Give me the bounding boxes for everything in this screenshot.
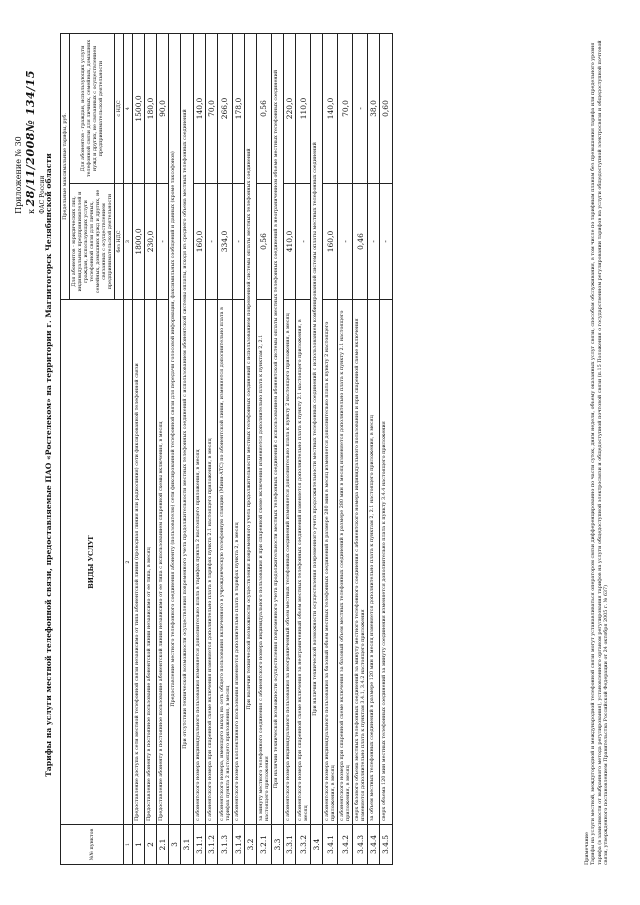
row-number: 3.4.3 [353,825,368,865]
col-index-2: 2 [123,300,132,825]
row-number: 3.3.2 [296,825,311,865]
col-header-tariffs: Предельные максимальные тарифы, руб. [61,34,70,300]
tariff-with-vat: 266,0 [217,34,232,184]
col-header-with-vat: с НДС [114,34,123,184]
note-block [584,35,610,865]
tariff-no-vat: - [157,184,169,300]
table-row [132,34,144,865]
decree-reference [24,70,38,214]
tariff-table-body [132,34,392,865]
tariff-no-vat: 0,56 [257,184,272,300]
col-header-service: ВИДЫ УСЛУГ [61,300,124,825]
row-number: 3.1.3 [217,825,232,865]
row-number: 1 [132,825,144,865]
row-number: 3.4.2 [338,825,353,865]
tariff-with-vat: 0,60 [380,34,392,184]
section-row [169,34,181,865]
tariff-no-vat: - [232,184,244,300]
table-row [353,34,368,865]
table-row [296,34,311,865]
tariff-no-vat: 410,0 [284,184,296,300]
section-row [181,34,193,865]
row-number: 3.1.4 [232,825,244,865]
tariff-with-vat: 70,0 [205,34,217,184]
tariff-no-vat: 160,0 [193,184,205,300]
service-description: за минуту местного телефонного соединения с абонентского номера индивидуального пользования и при спаренной схеме включения изменяется дополнительно плата к пунктам 2, 2.1 настоящего приложения [257,300,272,825]
document-title: Тарифы на услуги местной телефонной связи, предоставляемые ПАО «Ростелеком» на территории г. Магнитогорск Челябинской области [44,153,53,777]
table-row [232,34,244,865]
col-index-1: 1 [123,825,132,865]
handwritten-date: 28/11/2008№ 134/15 [24,70,38,207]
tariff-with-vat: - [353,34,368,184]
tariff-no-vat: 160,0 [323,184,338,300]
table-row [217,34,232,865]
service-description: с абонентского номера при спаренной схеме включения за базовый объем местных телефонных соединений в размере 280 мин в месяц изменяется дополнительно плата к пункту 2.1 настоящего приложения, в месяц [338,300,353,825]
row-number: 3.3 [272,825,284,865]
service-description: с абонентского номера индивидуального пользования изменяется дополнительно плата в тарифах пункта 2 настоящего приложения, в месяц [193,300,205,825]
row-number: 2.1 [157,825,169,865]
tariff-no-vat: 0,46 [353,184,368,300]
note-text: Тарифы на услуги местной, междугородной и международной телефонной связи могут устанавливаться оператором связи дифференцированно по части суток, дням недели, объему оказанных услуг связи, способам обслуживания, в том числе по тарифным планам без превышения тарифа или предельного уровня тарифа (в зависимости от выбранного метода регулирования), установленного органом регулирования тарифов на услуги общедоступной электросвязи и общедоступной почтовой связи (п.15 Положения о государственном регулировании тарифов на услуги общедоступной электросвязи и общедоступной почтовой связи, утвержденного постановлением Правительства Российской Федерации от 24 октября 2005 г. № 637) [590,40,610,865]
row-number: 3.3.1 [284,825,296,865]
table-row [157,34,169,865]
row-number: 3 [169,825,181,865]
tariff-with-vat: 1500,0 [132,34,144,184]
tariff-no-vat: - [205,184,217,300]
row-number: 3.4.4 [368,825,380,865]
tariff-no-vat: - [338,184,353,300]
service-description: Предоставление доступа к сети местной телефонной связи независимо от типа абонентской линии (проводная линия или радиолиния) сети фиксированной телефонной связи [132,300,144,825]
note-label: Примечание [584,832,590,865]
table-row [323,34,338,865]
table-row [338,34,353,865]
tariff-with-vat: 0,56 [257,34,272,184]
tariff-with-vat: 70,0 [338,34,353,184]
tariff-with-vat: 140,0 [323,34,338,184]
tariff-with-vat: 38,0 [368,34,380,184]
section-title: При наличии технической возможности осуществления повременного учета продолжительности местных телефонных соединений с использованием комбинированной системы оплаты местных телефонных соединений [311,34,323,825]
tariff-with-vat: 110,0 [296,34,311,184]
table-row [257,34,272,865]
table-row [205,34,217,865]
tariff-no-vat: - [368,184,380,300]
service-description: с абонентского номера индивидуального пользования за базовый объем местных телефонных соединений в размере 280 мин в месяц изменяется дополнительно плата к пункту 2 настоящего приложения, в месяц [323,300,338,825]
col-index-4: 4 [123,34,132,184]
tariff-with-vat: 220,0 [284,34,296,184]
row-number: 3.1.1 [193,825,205,865]
table-row [368,34,380,865]
service-description: с абонентского номера при спаренной схеме включения за неограниченный объем местных телефонных соединений изменяется дополнительно плата к пункту 2.1 настоящего приложения, в месяц [296,300,311,825]
row-number: 3.4.5 [380,825,392,865]
col-header-subscribers-b: Для абонентов - граждан, использующих услуги телефонной связи для личных, семейных, домашних нужд и других, не связанных с осуществлением предпринимательской деятельности [69,34,114,184]
service-description: с абонентского номера при спаренной схеме включения изменяется дополнительно плата в тарифах пункта 2.1 настоящего приложения, в месяц [205,300,217,825]
appendix-header [14,70,46,214]
service-description: Предоставление абоненту в постоянное пользование абонентской линии независимо от ее типа с использованием спаренной схемы включения, в месяц [157,300,169,825]
tariff-with-vat: 180,0 [144,34,156,184]
section-row [311,34,323,865]
tariff-with-vat: 90,0 [157,34,169,184]
col-header-number: №№ пунктов [61,825,124,865]
tariff-no-vat: 334,0 [217,184,232,300]
appendix-label: Приложение № 30 [14,136,23,214]
table-row [380,34,392,865]
section-title: При наличии технической возможности осуществления повременного учета продолжительности местных телефонных соединений с использованием повременной системы оплаты местных телефонных соединений [244,34,256,825]
row-number: 3.1.2 [205,825,217,865]
service-description: с абонентского номера коллективного пользования изменяется дополнительно плата в тарифах пункта 2, в месяц [232,300,244,825]
tariff-table [60,33,393,865]
section-title: При отсутствии технической возможности осуществления повременного учета продолжительности местных телефонных соединений с использованием абонентской системы оплаты, исходя из среднего объема местных телефонных соединений [181,34,193,825]
decree-prefix: к [27,208,37,214]
section-row [244,34,256,865]
section-row [272,34,284,865]
service-description: Предоставление абоненту в постоянное пользование абонентской линии независимо от ее типа, в месяц [144,300,156,825]
col-header-subscribers-a: Для абонентов - юридических лиц, индивидуальных предпринимателей и граждан, использующих услуги телефонной связи для личных, семейных, домашних нужд и других, не связанных с осуществлением предпринимательской деятельности [69,184,114,300]
table-row [144,34,156,865]
tariff-no-vat: - [296,184,311,300]
stamp-text: ФАС России [38,175,46,214]
row-number: 3.2 [244,825,256,865]
tariff-with-vat: 178,0 [232,34,244,184]
row-number: 3.1 [181,825,193,865]
section-title: Предоставление местного телефонного соединения абоненту (пользователю) сети фиксированной телефонной связи для передачи голосовой информации, факсимильных сообщений и данных (кроме таксофонов) [169,34,181,825]
service-description: за объем местных телефонных соединений в размере 120 мин в месяц изменяется дополнительно плата к пунктам 2, 2.1 настоящего приложения, в месяц [368,300,380,825]
row-number: 3.4.1 [323,825,338,865]
tariff-no-vat: 230,0 [144,184,156,300]
service-description: сверх объема 120 мин местных телефонных соединений за минуту соединения изменяется дополнительно плата к пункту 3.4.4 настоящего приложения [380,300,392,825]
row-number: 3.4 [311,825,323,865]
row-number: 3.2.1 [257,825,272,865]
tariff-no-vat: - [380,184,392,300]
service-description: сверх базового объема местных телефонных соединений за минуту местного телефонного соединения с абонентского номера индивидуального пользования и при спаренной схеме включения изменяется дополнительно плата к пунктам 3.4.1, 3.4.2 настоящего приложения [353,300,368,825]
tariff-with-vat: 140,0 [193,34,205,184]
service-description: с абонентского номера, имеющего выход на сеть общего пользования включенного в учрежденческую телефонную станцию (Мини-АТС) по абонентской линии, изменяется дополнительно плата в тарифах пункта 2 настоящего приложения, в месяц [217,300,232,825]
tariff-no-vat: 1800,0 [132,184,144,300]
col-header-no-vat: без НДС [114,184,123,300]
table-row [284,34,296,865]
table-row [193,34,205,865]
row-number: 2 [144,825,156,865]
col-index-3: 3 [123,184,132,300]
service-description: с абонентского номера индивидуального пользования за неограниченный объем местных телефонных соединений изменяется дополнительно плата к пункту 2 настоящего приложения, в месяц [284,300,296,825]
section-title: При наличии технической возможности осуществления повременного учета продолжительности местных телефонных соединений с использованием абонентской системы оплаты местных телефонных соединений в неограниченном объеме местных телефонных соединений [272,34,284,825]
